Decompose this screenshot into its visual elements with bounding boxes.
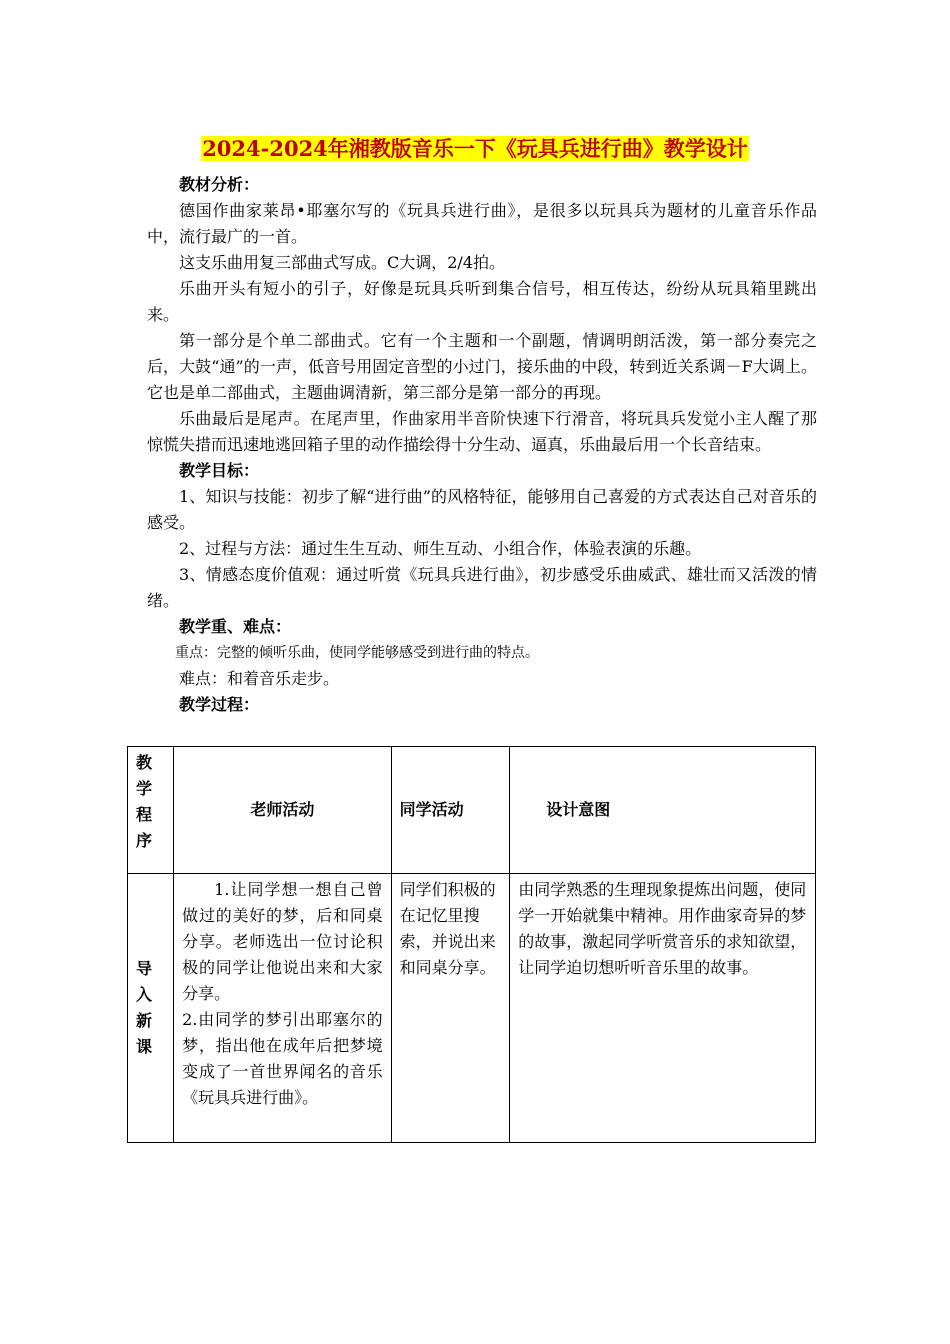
header-teacher: 老师活动 — [174, 747, 391, 874]
header-intent: 设计意图 — [510, 747, 816, 874]
table-header-row — [128, 747, 816, 874]
stage-cell — [128, 874, 174, 1143]
analysis-paragraph: 第一部分是个单二部曲式。它有一个主题和一个副题，情调明朗活泼，第一部分奏完之后，大鼓“通”的一声，低音号用固定音型的小过门，接乐曲的中段，转到近关系调－F大调上。它也是单二部曲式，主题曲调清新，第三部分是第一部分的再现。 — [147, 331, 817, 402]
analysis-paragraph: 德国作曲家莱昂•耶塞尔写的《玩具兵进行曲》，是很多以玩具兵为题材的儿童音乐作品中，流行最广的一首。 — [147, 201, 817, 246]
document-title — [0, 133, 950, 165]
stage-label: 导入新课 — [136, 959, 153, 1056]
table-row — [128, 874, 816, 1143]
analysis-heading: 教材分析： — [179, 175, 260, 194]
keypoint-focus: 重点：完整的倾听乐曲，使同学能够感受到进行曲的特点。 — [175, 645, 539, 661]
goal-item: 2、过程与方法：通过生生互动、师生互动、小组合作，体验表演的乐趣。 — [179, 539, 702, 558]
design-intent-cell: 由同学熟悉的生理现象提炼出问题，使同学一开始就集中精神。用作曲家奇异的梦的故事，激起同学听赏音乐的求知欲望，让同学迫切想听听音乐里的故事。 — [510, 874, 816, 1143]
keypoint-difficulty: 难点：和着音乐走步。 — [179, 669, 340, 688]
document-title-text: 2024-2024年湘教版音乐一下《玩具兵进行曲》教学设计 — [202, 136, 748, 161]
student-activity-cell: 同学们积极的在记忆里搜索，并说出来和同桌分享。 — [391, 874, 510, 1143]
keypoints-heading: 教学重、难点： — [179, 617, 292, 636]
header-procedure: 教学程序 — [136, 753, 153, 850]
header-student: 同学活动 — [391, 747, 510, 874]
goal-item: 1、知识与技能：初步了解“进行曲”的风格特征，能够用自己喜爱的方式表达自己对音乐的感受。 — [147, 487, 817, 532]
process-table — [127, 746, 816, 1143]
teacher-activity-cell — [174, 874, 391, 1143]
teacher-activity-item: 1.让同学想一想自己曾做过的美好的梦，后和同桌分享。老师选出一位讨论积极的同学让他说出来和大家分享。 — [182, 880, 383, 1003]
analysis-paragraph: 乐曲最后是尾声。在尾声里，作曲家用半音阶快速下行滑音，将玩具兵发觉小主人醒了那惊慌失措而迅速地逃回箱子里的动作描绘得十分生动、逼真，乐曲最后用一个长音结束。 — [147, 409, 817, 454]
document-body — [147, 172, 817, 718]
header-procedure-cell — [128, 747, 174, 874]
teacher-activity-item: 2.由同学的梦引出耶塞尔的梦，指出他在成年后把梦境变成了一首世界闻名的音乐《玩具兵进行曲》。 — [182, 1010, 383, 1107]
goal-item: 3、情感态度价值观：通过听赏《玩具兵进行曲》，初步感受乐曲威武、雄壮而又活泼的情绪。 — [147, 565, 817, 610]
goals-heading: 教学目标： — [179, 461, 260, 480]
analysis-paragraph: 这支乐曲用复三部曲式写成。C大调，2/4拍。 — [179, 253, 505, 272]
analysis-paragraph: 乐曲开头有短小的引子，好像是玩具兵听到集合信号，相互传达，纷纷从玩具箱里跳出来。 — [147, 279, 817, 324]
process-heading: 教学过程： — [179, 695, 260, 714]
